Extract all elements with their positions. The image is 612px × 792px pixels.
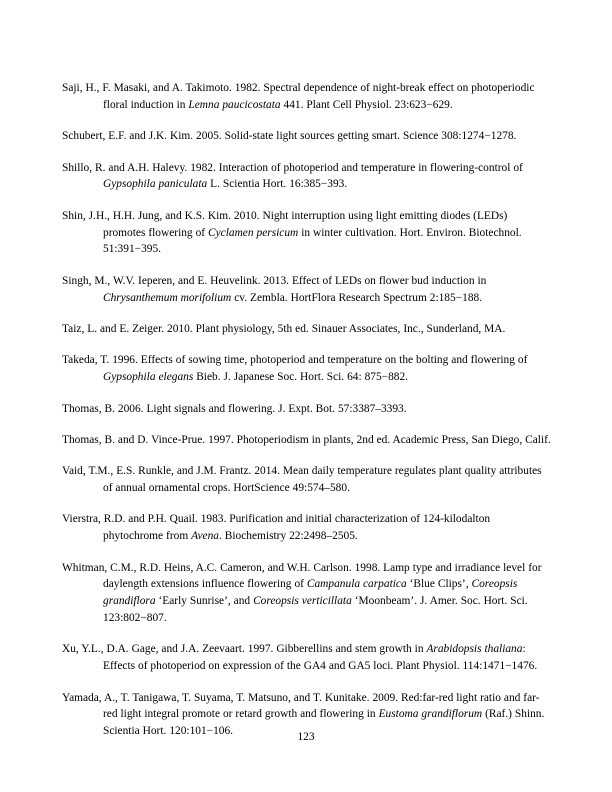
reference-entry: Yamada, A., T. Tanigawa, T. Suyama, T. Matsuno, and T. Kunitake. 2009. Red:far-red light ratio and far-red light integral promote or retard growth and flowering in Eustoma grandiflorum (Raf.) Shinn. Scientia Hort. 120:101−106. [62, 691, 545, 738]
reference-entry: Singh, M., W.V. Ieperen, and E. Heuvelink. 2013. Effect of LEDs on flower bud induction in Chrysanthemum morifolium cv. Zembla. HortFlora Research Spectrum 2:185−188. [62, 274, 487, 304]
reference-entry: Shillo, R. and A.H. Halevy. 1982. Interaction of photoperiod and temperature in flowering-control of Gypsophila paniculata L. Scientia Hort. 16:385−393. [62, 161, 523, 191]
reference-entry: Xu, Y.L., D.A. Gage, and J.A. Zeevaart. 1997. Gibberellins and stem growth in Arabidopsis thaliana: Effects of photoperiod on expression of the GA4 and GA5 loci. Plant Physiol. 114:1471−1476. [62, 643, 538, 673]
reference-entry: Vierstra, R.D. and P.H. Quail. 1983. Purification and initial characterization of 124-kilodalton phytochrome from Avena. Biochemistry 22:2498–2505. [62, 513, 491, 543]
reference-entry: Schubert, E.F. and J.K. Kim. 2005. Solid-state light sources getting smart. Science 308:1274−1278. [62, 130, 517, 143]
reference-entry: Taiz, L. and E. Zeiger. 2010. Plant physiology, 5th ed. Sinauer Associates, Inc., Sunderland, MA. [62, 322, 506, 335]
reference-entry: Thomas, B. and D. Vince-Prue. 1997. Photoperiodism in plants, 2nd ed. Academic Press, San Diego, Calif. [62, 433, 551, 446]
reference-entry: Vaid, T.M., E.S. Runkle, and J.M. Frantz. 2014. Mean daily temperature regulates plant quality attributes of annual ornamental crops. HortScience 49:574–580. [62, 465, 542, 495]
page-number: 123 [297, 731, 315, 743]
reference-entry: Takeda, T. 1996. Effects of sowing time, photoperiod and temperature on the bolting and flowering of Gypsophila elegans Bieb. J. Japanese Soc. Hort. Sci. 64: 875−882. [62, 354, 528, 384]
reference-entry: Saji, H., F. Masaki, and A. Takimoto. 1982. Spectral dependence of night-break effect on photoperiodic floral induction in Lemna paucicostata 441. Plant Cell Physiol. 23:623−629. [62, 82, 535, 111]
reference-entry: Thomas, B. 2006. Light signals and flowering. J. Expt. Bot. 57:3387–3393. [62, 402, 407, 415]
reference-list [62, 80, 552, 740]
reference-entry: Shin, J.H., H.H. Jung, and K.S. Kim. 2010. Night interruption using light emitting diodes (LEDs) promotes flowering of Cyclamen persicum in winter cultivation. Hort. Environ. Biotechnol. 51:391−395. [62, 209, 522, 256]
reference-entry: Whitman, C.M., R.D. Heins, A.C. Cameron, and W.H. Carlson. 1998. Lamp type and irradiance level for daylength extensions influence flowering of Campanula carpatica ‘Blue Clips’, Coreopsis grandiflora ‘Early Sunrise’, and Coreopsis verticillata ‘Moonbeam’. J. Amer. Soc. Hort. Sci. 123:802−807. [62, 561, 542, 625]
